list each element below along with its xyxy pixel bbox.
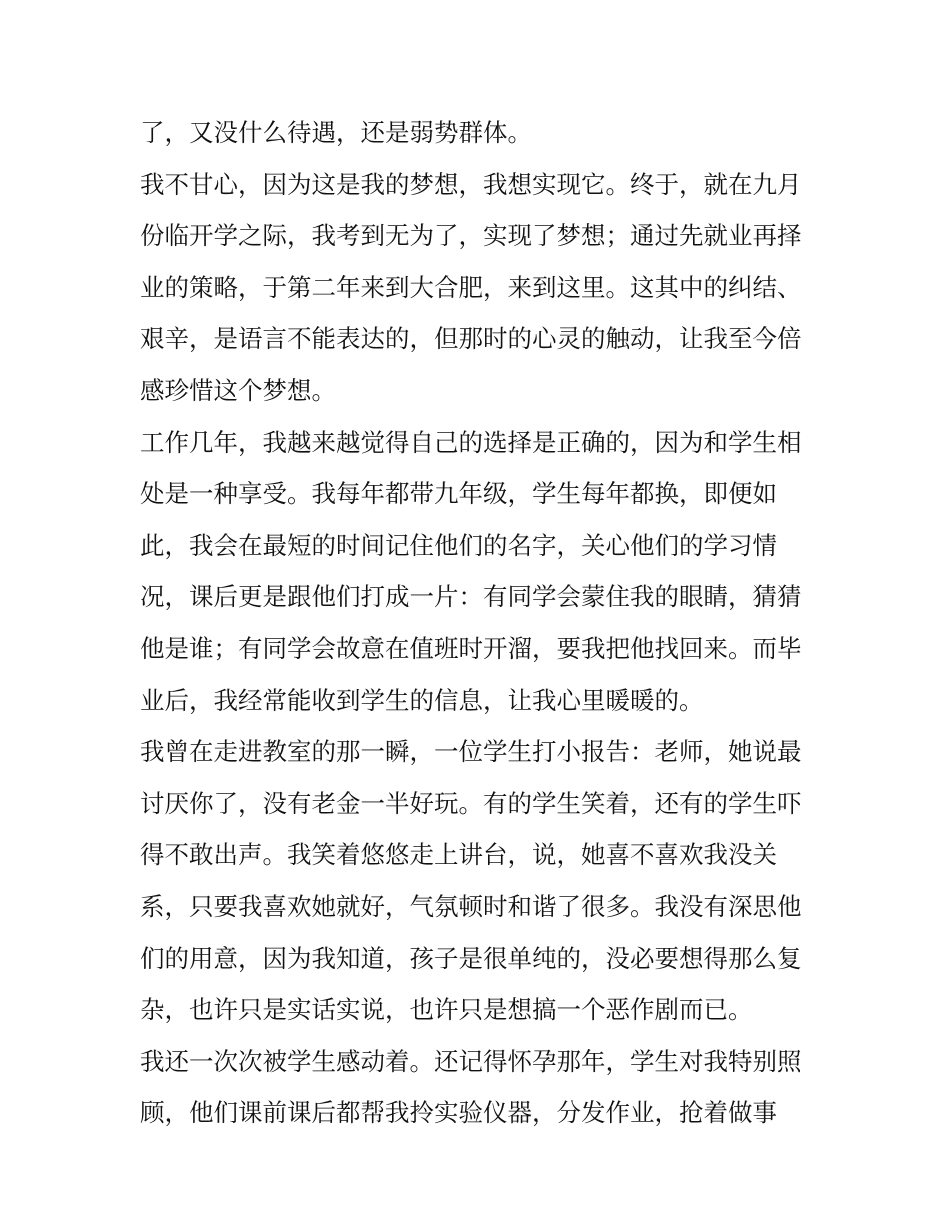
text-line: 顾，他们课前课后都帮我拎实验仪器，分发作业，抢着做事 xyxy=(140,1098,777,1128)
text-line: 了，又没什么待遇，还是弱势群体。 xyxy=(140,118,532,147)
text-line: 讨厌你了，没有老金一半好玩。有的学生笑着，还有的学生吓 xyxy=(140,788,802,818)
document-body xyxy=(140,107,815,1139)
text-line: 我还一次次被学生感动着。还记得怀孕那年，学生对我特别照 xyxy=(140,1046,802,1076)
text-line: 处是一种享受。我每年都带九年级，学生每年都换，即便如 xyxy=(140,479,777,509)
text-line: 业后，我经常能收到学生的信息，让我心里暖暖的。 xyxy=(140,685,704,715)
text-line: 杂，也许只是实话实说，也许只是想搞一个恶作剧而已。 xyxy=(140,995,753,1025)
text-line: 得不敢出声。我笑着悠悠走上讲台，说，她喜不喜欢我没关 xyxy=(140,840,777,870)
text-line: 工作几年，我越来越觉得自己的选择是正确的，因为和学生相 xyxy=(140,427,802,457)
text-line: 系，只要我喜欢她就好，气氛顿时和谐了很多。我没有深思他 xyxy=(140,891,802,921)
text-line: 我不甘心，因为这是我的梦想，我想实现它。终于，就在九月 xyxy=(140,169,802,199)
text-line: 艰辛，是语言不能表达的，但那时的心灵的触动，让我至今倍 xyxy=(140,324,802,354)
text-line: 他是谁；有同学会故意在值班时开溜，要我把他找回来。而毕 xyxy=(140,633,802,663)
text-line: 业的策略，于第二年来到大合肥，来到这里。这其中的纠结、 xyxy=(140,272,802,302)
text-line: 我曾在走进教室的那一瞬，一位学生打小报告：老师，她说最 xyxy=(140,737,802,767)
text-line: 们的用意，因为我知道，孩子是很单纯的，没必要想得那么复 xyxy=(140,943,802,973)
text-line: 感珍惜这个梦想。 xyxy=(140,375,336,405)
text-line: 份临开学之际，我考到无为了，实现了梦想；通过先就业再择 xyxy=(140,221,802,251)
text-line: 况，课后更是跟他们打成一片：有同学会蒙住我的眼睛，猜猜 xyxy=(140,582,802,612)
text-line: 此，我会在最短的时间记住他们的名字，关心他们的学习情 xyxy=(140,530,777,560)
